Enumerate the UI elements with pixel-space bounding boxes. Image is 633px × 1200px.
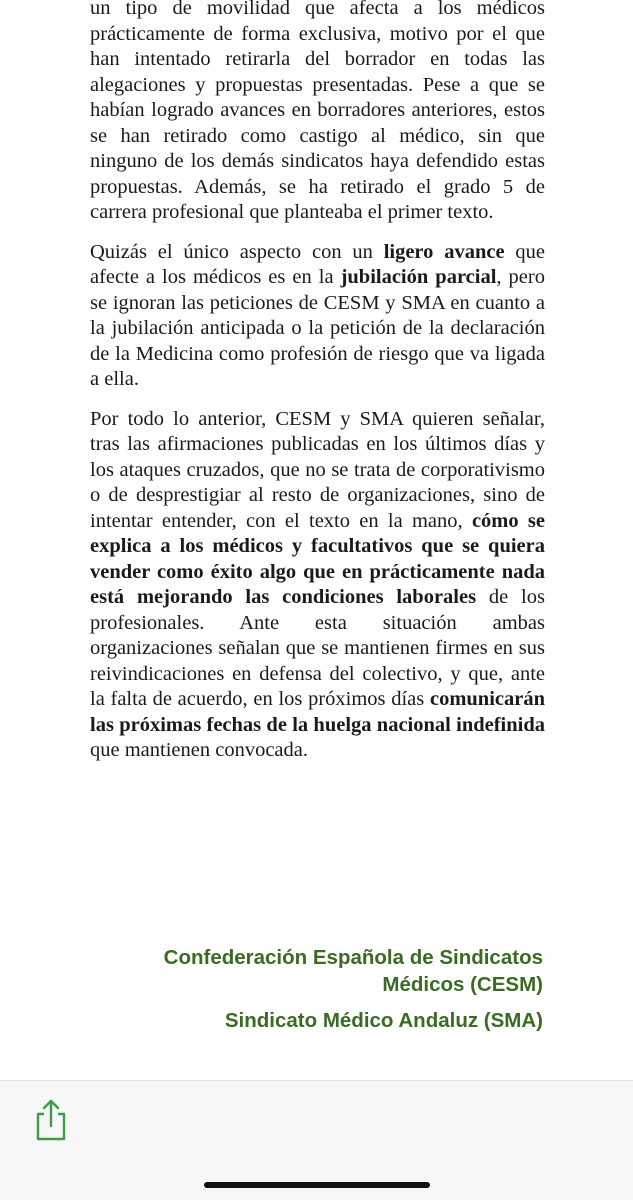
- document-body: [90, 0, 545, 778]
- bold-text: cómo se explica a los médicos y facultativos que se quiera vender como éxito algo que en prácticamente nada está mejorando las condiciones laborales: [90, 509, 545, 608]
- text-run: Por todo lo anterior, CESM y SMA quieren señalar, tras las afirmaciones publicadas en los últimos días y los ataques cruzados, que no se trata de corporativismo o de desprestigiar al resto de organizaciones, sino de intentar entender, con el texto en la mano,: [90, 407, 545, 532]
- home-indicator[interactable]: [204, 1182, 430, 1188]
- signature-org2: Sindicato Médico Andaluz (SMA): [224, 1009, 543, 1032]
- text-run: , pero se ignoran las peticiones de CESM y SMA en cuanto a la jubilación anticipada o la petición de la declaración de la Medicina como profesión de riesgo que va ligada a ella.: [90, 266, 545, 390]
- text-run: que afecte a los médicos es en la: [90, 240, 545, 288]
- bold-text: ligero avance: [383, 240, 505, 263]
- bold-text: jubilación parcial: [340, 266, 497, 288]
- paragraph: [90, 0, 545, 226]
- signature-block: [103, 944, 543, 1034]
- signature-org1-line2: Médicos (CESM): [382, 973, 543, 996]
- share-button[interactable]: [30, 1097, 72, 1143]
- text-run: que mantienen convocada.: [90, 739, 309, 761]
- text-run: de los profesionales. Ante esta situación ambas organizaciones señalan que se mantienen firmes en sus reivindicaciones en defensa del colectivo, y que, ante la falta de acuerdo, en los próximos días: [90, 586, 545, 710]
- paragraph: [90, 240, 545, 393]
- signature-org1-line1: Confederación Española de Sindicatos: [163, 946, 543, 969]
- paragraph: [90, 407, 545, 764]
- bold-text: comunicarán las próximas fechas de la huelga nacional indefinida: [90, 688, 545, 736]
- text-run: un tipo de movilidad que afecta a los médicos prácticamente de forma exclusiva, motivo por el que han intentado retirarla del borrador en todas las alegaciones y propuestas presentadas. Pese a que se habían logrado avances en borradores anteriores, estos se han retirado como castigo al médico, sin que ninguno de los demás sindicatos haya defendido estas propuestas. Además, se ha retirado el grado 5 de carrera profesional que planteaba el primer texto.: [90, 0, 545, 223]
- text-run: Quizás el único aspecto con un: [90, 240, 384, 263]
- share-icon: [30, 1097, 72, 1143]
